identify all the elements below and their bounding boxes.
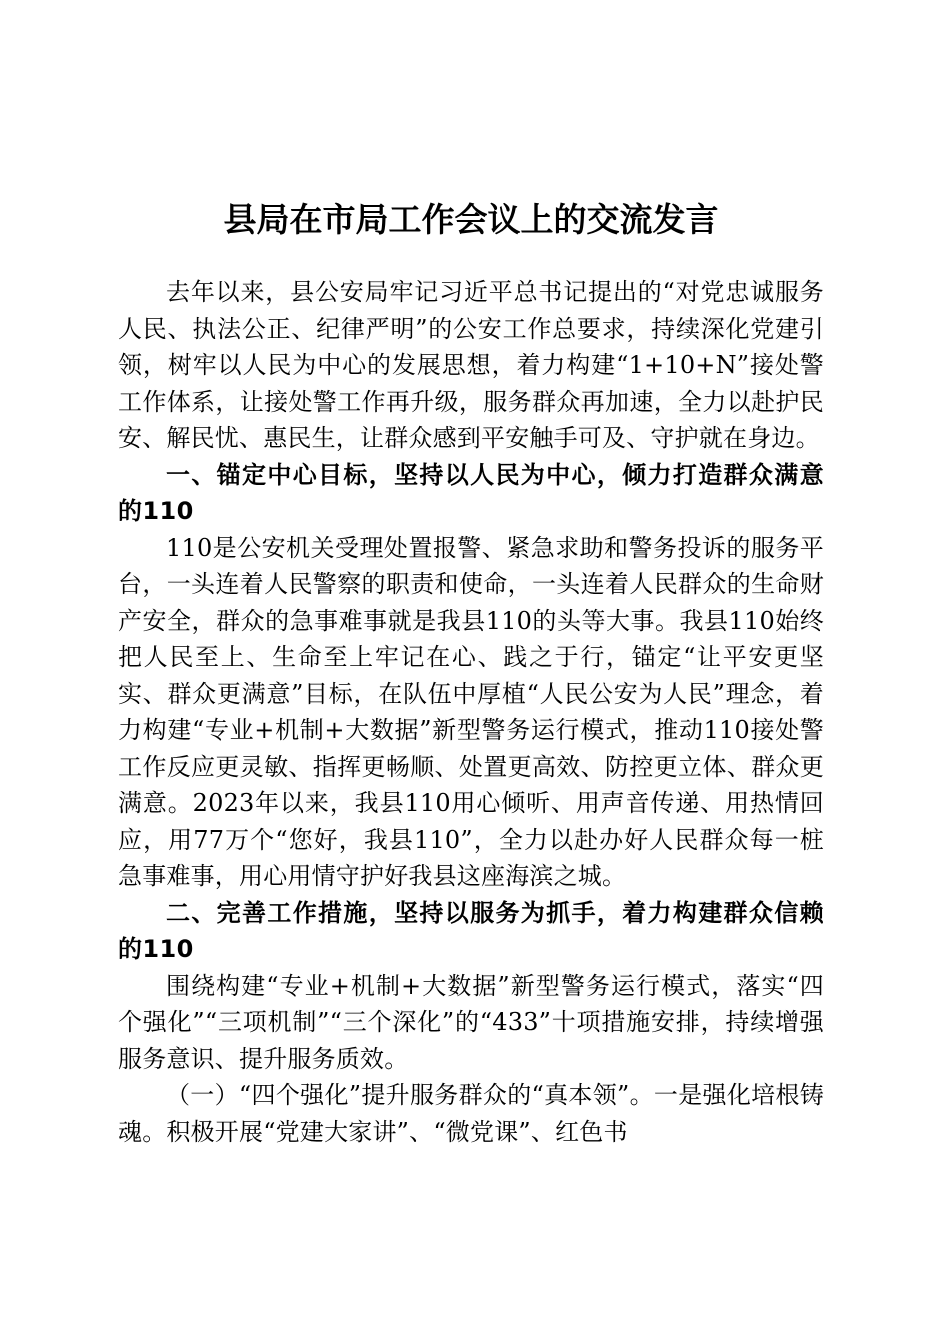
document-title: 县局在市局工作会议上的交流发言 (223, 200, 719, 239)
section-2-paragraph: 围绕构建“专业+机制+大数据”新型警务运行模式，落实“四个强化”“三项机制”“三个深化”的“433”十项措施安排，持续增强服务意识、提升服务质效。 (118, 971, 824, 1073)
section-heading-2: 二、完善工作措施，坚持以服务为抓手，着力构建群众信赖的110 (118, 898, 824, 963)
section-heading-1: 一、锚定中心目标，坚持以人民为中心，倾力打造群众满意的110 (118, 460, 824, 525)
subsection-1-paragraph: （一）“四个强化”提升服务群众的“真本领”。一是强化培根铸魂。积极开展“党建大家讲”、“微党课”、红色书 (118, 1081, 824, 1146)
document-page (118, 190, 824, 1150)
intro-paragraph: 去年以来，县公安局牢记习近平总书记提出的“对党忠诚服务人民、执法公正、纪律严明”的公安工作总要求，持续深化党建引领，树牢以人民为中心的发展思想，着力构建“1+10+N”接处警工作体系，让接处警工作再升级，服务群众再加速，全力以赴护民安、解民忧、惠民生，让群众感到平安触手可及、守护就在身边。 (118, 278, 824, 452)
section-1-paragraph: 110是公安机关受理处置报警、紧急求助和警务投诉的服务平台，一头连着人民警察的职责和使命，一头连着人民群众的生命财产安全，群众的急事难事就是我县110的头等大事。我县110始终把人民至上、生命至上牢记在心、践之于行，锚定“让平安更坚实、群众更满意”目标，在队伍中厚植“人民公安为人民”理念，着力构建“专业+机制+大数据”新型警务运行模式，推动110接处警工作反应更灵敏、指挥更畅顺、处置更高效、防控更立体、群众更满意。2023年以来，我县110用心倾听、用声音传递、用热情回应，用77万个“您好，我县110”，全力以赴办好人民群众每一桩急事难事，用心用情守护好我县这座海滨之城。 (118, 533, 824, 890)
